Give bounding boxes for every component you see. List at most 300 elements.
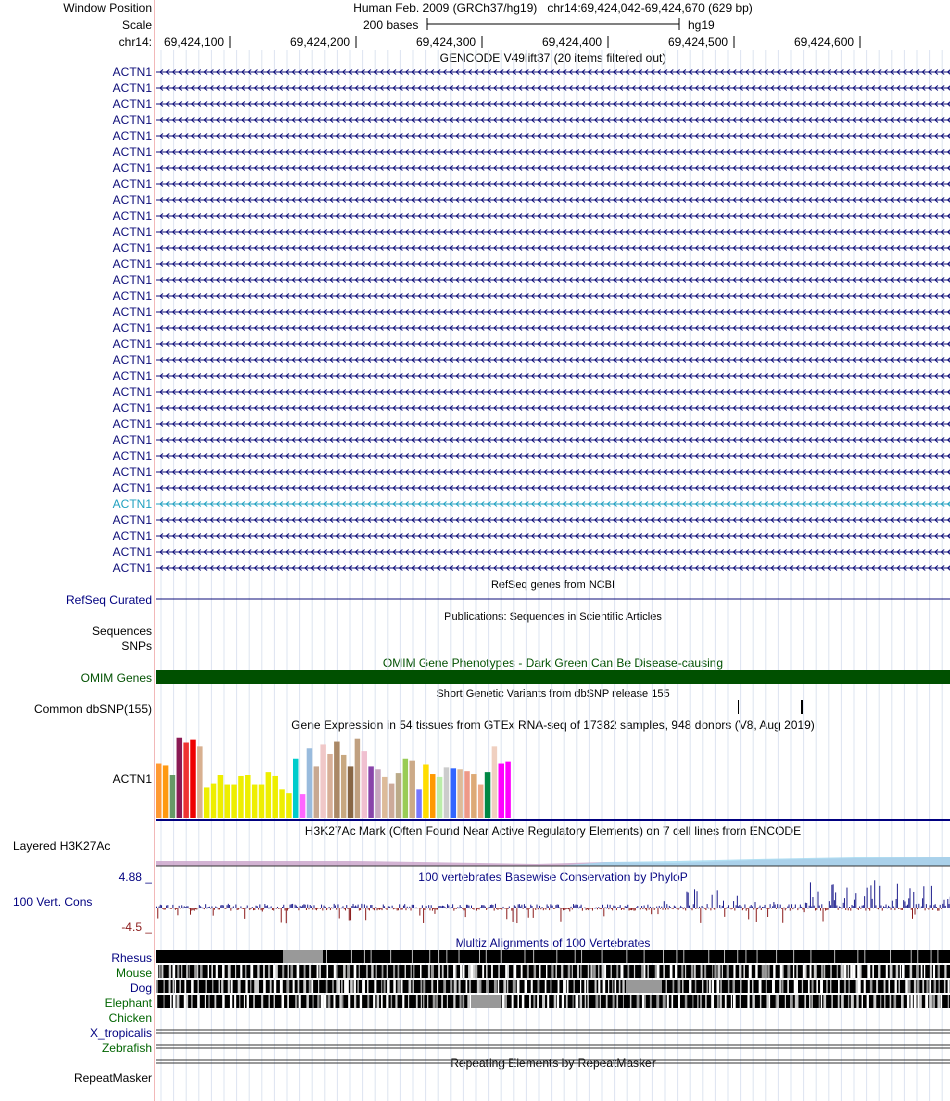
phylop-score-bar bbox=[800, 905, 801, 908]
multiz-block bbox=[851, 995, 854, 1008]
multiz-block bbox=[175, 980, 176, 993]
multiz-block bbox=[616, 965, 618, 978]
dbsnp-track-label[interactable]: Common dbSNP(155) bbox=[33, 702, 152, 716]
omim-gene-bar bbox=[156, 670, 950, 684]
multiz-block bbox=[598, 965, 599, 978]
phylop-score-bar bbox=[326, 908, 327, 910]
multiz-alignment-blocks bbox=[156, 950, 950, 1063]
gencode-gene-label[interactable]: ACTN1 bbox=[112, 465, 152, 479]
phylop-min-label: -4.5 _ bbox=[121, 920, 152, 934]
multiz-block bbox=[810, 950, 811, 963]
multiz-block bbox=[760, 995, 761, 1008]
phylop-score-bar bbox=[431, 905, 432, 908]
gtex-tissue-bar bbox=[190, 740, 196, 818]
gtex-tissue-bar bbox=[314, 766, 320, 818]
phylop-score-bar bbox=[917, 908, 918, 909]
multiz-block bbox=[724, 950, 725, 963]
gencode-gene-label[interactable]: ACTN1 bbox=[112, 417, 152, 431]
phylop-score-bar bbox=[772, 906, 773, 908]
multiz-block bbox=[387, 965, 388, 978]
phylop-score-bar bbox=[616, 908, 617, 910]
phylop-score-bar bbox=[377, 908, 378, 910]
multiz-block bbox=[910, 995, 912, 1008]
multiz-block bbox=[208, 965, 209, 978]
phylop-score-bar bbox=[869, 908, 870, 911]
dbsnp-track-title[interactable]: Short Genetic Variants from dbSNP release 155 bbox=[436, 688, 670, 700]
phylop-score-bar bbox=[665, 908, 666, 910]
phylop-score-bar bbox=[355, 906, 356, 908]
phylop-score-bar bbox=[452, 904, 453, 908]
multiz-block bbox=[222, 995, 224, 1008]
phylop-score-bar bbox=[407, 907, 408, 908]
phylop-score-bar bbox=[471, 906, 472, 908]
phylop-score-bar bbox=[262, 908, 263, 912]
multiz-block bbox=[317, 965, 319, 978]
phylop-score-bar bbox=[437, 908, 438, 910]
multiz-block bbox=[177, 965, 179, 978]
multiz-block bbox=[747, 995, 749, 1008]
phylop-score-bar bbox=[159, 907, 160, 908]
phylop-score-bar bbox=[755, 902, 756, 908]
phylop-score-bar bbox=[462, 908, 463, 909]
phylop-score-bar bbox=[767, 908, 768, 917]
multiz-block bbox=[524, 950, 525, 963]
gencode-gene-label[interactable]: ACTN1 bbox=[112, 161, 152, 175]
multiz-track-title[interactable]: Multiz Alignments of 100 Vertebrates bbox=[455, 936, 651, 950]
multiz-block bbox=[293, 980, 295, 993]
gencode-gene-label[interactable]: ACTN1 bbox=[112, 81, 152, 95]
phylop-score-bar bbox=[846, 888, 847, 908]
multiz-block bbox=[872, 965, 874, 978]
multiz-block bbox=[708, 950, 709, 963]
gencode-gene-label[interactable]: ACTN1 bbox=[112, 481, 152, 495]
multiz-species-label[interactable]: Elephant bbox=[104, 996, 152, 1010]
gencode-transcript bbox=[156, 486, 950, 491]
phylop-score-bar bbox=[306, 908, 307, 910]
multiz-block bbox=[804, 995, 806, 1008]
gtex-track-title[interactable]: Gene Expression in 54 tissues from GTEx RNA-seq of 17382 samples, 948 donors (V8, Aug 2019) bbox=[291, 718, 815, 732]
omim-track-label[interactable]: OMIM Genes bbox=[80, 671, 152, 685]
gtex-tissue-bar bbox=[293, 759, 299, 818]
multiz-species-label[interactable]: Dog bbox=[129, 981, 152, 995]
phylop-score-bar bbox=[916, 904, 917, 908]
phylop-score-bar bbox=[382, 908, 383, 910]
phylop-score-bar bbox=[913, 892, 914, 908]
phylop-score-bar bbox=[720, 908, 721, 909]
phylop-score-bar bbox=[189, 908, 190, 909]
gtex-tissue-bar bbox=[197, 746, 203, 818]
h3k27ac-track-label[interactable]: Layered H3K27Ac bbox=[13, 839, 111, 853]
repeatmasker-track-label[interactable]: RepeatMasker bbox=[73, 1071, 152, 1085]
gencode-gene-label[interactable]: ACTN1 bbox=[112, 353, 152, 367]
phylop-score-bar bbox=[867, 888, 868, 908]
phylop-score-bar bbox=[316, 908, 317, 910]
phylop-score-bar bbox=[393, 908, 394, 909]
gtex-tissue-bar bbox=[430, 774, 436, 818]
multiz-block bbox=[748, 980, 750, 993]
multiz-block bbox=[280, 980, 283, 993]
phylop-score-bar bbox=[538, 908, 539, 909]
phylop-max-label: 4.88 _ bbox=[118, 870, 152, 884]
gencode-transcript bbox=[156, 550, 950, 555]
phylop-score-bar bbox=[732, 908, 733, 909]
multiz-block bbox=[910, 965, 913, 978]
multiz-block bbox=[787, 980, 789, 993]
gencode-transcript bbox=[156, 534, 950, 539]
phylop-track-title[interactable]: 100 vertebrates Basewise Conservation by PhyloP bbox=[418, 870, 688, 884]
ruler-tick-label: 69,424,200 bbox=[290, 35, 351, 49]
phylop-score-bar bbox=[902, 908, 903, 910]
phylop-score-bar bbox=[423, 908, 424, 923]
multiz-block bbox=[453, 965, 455, 978]
multiz-species-label[interactable]: X_tropicalis bbox=[89, 1026, 152, 1040]
multiz-block bbox=[358, 980, 359, 993]
multiz-block bbox=[373, 995, 375, 1008]
gencode-gene-label[interactable]: ACTN1 bbox=[112, 97, 152, 111]
phylop-score-bar bbox=[177, 908, 178, 915]
gencode-gene-label[interactable]: ACTN1 bbox=[112, 337, 152, 351]
gtex-tissue-bar bbox=[409, 761, 415, 818]
multiz-block bbox=[902, 965, 905, 978]
repeatmasker-track-title[interactable]: Repeating Elements by RepeatMasker bbox=[450, 1056, 656, 1070]
phylop-score-bar bbox=[549, 908, 550, 910]
gencode-gene-label[interactable]: ACTN1 bbox=[112, 545, 152, 559]
gencode-gene-label[interactable]: ACTN1 bbox=[112, 385, 152, 399]
phylop-score-bar bbox=[577, 905, 578, 908]
multiz-block bbox=[442, 965, 444, 978]
publications-snps-label[interactable]: SNPs bbox=[121, 639, 152, 653]
multiz-block bbox=[858, 980, 861, 993]
dbsnp-variants bbox=[738, 700, 803, 714]
phylop-score-bar bbox=[298, 908, 299, 910]
phylop-score-bar bbox=[804, 908, 805, 912]
phylop-score-bar bbox=[157, 908, 158, 919]
multiz-block bbox=[467, 995, 469, 1008]
phylop-score-bar bbox=[915, 908, 916, 915]
phylop-score-bar bbox=[821, 904, 822, 908]
multiz-block bbox=[802, 980, 803, 993]
multiz-block bbox=[612, 980, 613, 993]
phylop-score-bar bbox=[839, 907, 840, 908]
phylop-score-bar bbox=[602, 905, 603, 908]
multiz-block bbox=[572, 965, 573, 978]
phylop-score-bar bbox=[253, 908, 254, 910]
multiz-block bbox=[398, 965, 400, 978]
gencode-gene-label[interactable]: ACTN1 bbox=[112, 513, 152, 527]
multiz-block bbox=[644, 995, 646, 1008]
multiz-block bbox=[339, 980, 340, 993]
multiz-block bbox=[326, 980, 328, 993]
multiz-block bbox=[156, 980, 158, 993]
multiz-block bbox=[634, 965, 635, 978]
phylop-score-bar bbox=[598, 907, 599, 908]
phylop-score-bar bbox=[287, 908, 288, 910]
multiz-block bbox=[808, 980, 810, 993]
phylop-score-bar bbox=[578, 908, 579, 909]
gencode-gene-label[interactable]: ACTN1 bbox=[112, 257, 152, 271]
multiz-block bbox=[848, 980, 849, 993]
phylop-score-bar bbox=[349, 908, 350, 921]
multiz-block bbox=[925, 995, 928, 1008]
multiz-block bbox=[539, 965, 540, 978]
phylop-score-bar bbox=[756, 908, 757, 922]
gtex-tissue-bar bbox=[279, 789, 285, 818]
multiz-block bbox=[681, 965, 683, 978]
gencode-transcript bbox=[156, 310, 950, 315]
db-name: hg19 bbox=[688, 18, 715, 32]
multiz-block bbox=[884, 980, 886, 993]
gencode-gene-label[interactable]: ACTN1 bbox=[112, 449, 152, 463]
gtex-tissue-bar bbox=[396, 773, 402, 818]
gencode-gene-label[interactable]: ACTN1 bbox=[112, 289, 152, 303]
phylop-score-bar bbox=[291, 904, 292, 908]
phylop-score-bar bbox=[932, 908, 933, 910]
phylop-score-bar bbox=[790, 908, 791, 911]
phylop-score-bar bbox=[576, 905, 577, 908]
gtex-tissue-bar bbox=[389, 784, 395, 818]
multiz-block bbox=[427, 995, 428, 1008]
phylop-score-bar bbox=[324, 906, 325, 908]
refseq-track-label[interactable]: RefSeq Curated bbox=[65, 593, 152, 607]
multiz-block bbox=[156, 995, 157, 1008]
multiz-block bbox=[848, 965, 849, 978]
multiz-block bbox=[299, 995, 301, 1008]
multiz-block bbox=[622, 980, 624, 993]
phylop-score-bar bbox=[552, 906, 553, 908]
phylop-score-bar bbox=[206, 908, 207, 909]
multiz-block bbox=[844, 980, 846, 993]
phylop-score-bar bbox=[384, 906, 385, 908]
phylop-score-bar bbox=[834, 900, 835, 908]
phylop-score-bar bbox=[278, 908, 279, 909]
multiz-block bbox=[447, 965, 448, 978]
multiz-block bbox=[377, 995, 379, 1008]
multiz-block bbox=[222, 965, 225, 978]
phylop-score-bar bbox=[892, 901, 893, 908]
h3k27ac-track-title[interactable]: H3K27Ac Mark (Often Found Near Active Regulatory Elements) on 7 cell lines from ENCODE bbox=[304, 824, 802, 838]
multiz-block bbox=[460, 965, 462, 978]
multiz-block bbox=[346, 980, 349, 993]
phylop-score-bar bbox=[503, 907, 504, 908]
publications-track-title[interactable]: Publications: Sequences in Scientific Articles bbox=[444, 611, 662, 623]
multiz-block bbox=[867, 965, 870, 978]
phylop-score-bar bbox=[199, 905, 200, 908]
phylop-score-bar bbox=[398, 908, 399, 910]
phylop-score-bar bbox=[858, 908, 859, 910]
phylop-score-bar bbox=[181, 905, 182, 908]
phylop-score-bar bbox=[833, 884, 834, 908]
multiz-block bbox=[384, 980, 386, 993]
multiz-block bbox=[896, 965, 899, 978]
multiz-block bbox=[745, 950, 746, 963]
multiz-block bbox=[397, 980, 400, 993]
multiz-block bbox=[244, 995, 245, 1008]
phylop-score-bar bbox=[164, 908, 165, 910]
phylop-score-bar bbox=[361, 904, 362, 908]
phylop-score-bar bbox=[524, 904, 525, 908]
phylop-score-bar bbox=[949, 904, 950, 908]
multiz-species-label[interactable]: Chicken bbox=[108, 1011, 152, 1025]
multiz-block bbox=[443, 980, 446, 993]
phylop-score-bar bbox=[848, 908, 849, 910]
multiz-block bbox=[561, 965, 563, 978]
gencode-gene-label[interactable]: ACTN1 bbox=[112, 241, 152, 255]
gencode-gene-label[interactable]: ACTN1 bbox=[112, 225, 152, 239]
multiz-block bbox=[169, 965, 171, 978]
phylop-score-bar bbox=[657, 908, 658, 914]
multiz-block bbox=[522, 995, 524, 1008]
multiz-block bbox=[567, 980, 569, 993]
gencode-gene-label[interactable]: ACTN1 bbox=[112, 177, 152, 191]
gencode-gene-label[interactable]: ACTN1 bbox=[112, 561, 152, 575]
multiz-block bbox=[824, 965, 825, 978]
multiz-block bbox=[787, 965, 790, 978]
multiz-species-label[interactable]: Mouse bbox=[115, 966, 152, 980]
gencode-gene-label[interactable]: ACTN1 bbox=[112, 209, 152, 223]
multiz-block bbox=[423, 995, 425, 1008]
multiz-block bbox=[462, 995, 464, 1008]
multiz-block bbox=[350, 980, 353, 993]
gencode-transcript bbox=[156, 102, 950, 107]
multiz-block bbox=[766, 980, 767, 993]
phylop-score-bar bbox=[317, 908, 318, 909]
phylop-score-bar bbox=[791, 904, 792, 908]
multiz-block bbox=[821, 965, 824, 978]
phylop-score-bar bbox=[519, 904, 520, 908]
track-graphics-area[interactable] bbox=[156, 0, 950, 1101]
phylop-score-bar bbox=[572, 908, 573, 909]
phylop-score-bar bbox=[405, 908, 406, 910]
phylop-score-bar bbox=[607, 905, 608, 908]
gencode-gene-label[interactable]: ACTN1 bbox=[112, 433, 152, 447]
phylop-score-bar bbox=[285, 908, 286, 910]
multiz-block bbox=[460, 995, 462, 1008]
gencode-gene-label[interactable]: ACTN1 bbox=[112, 145, 152, 159]
multiz-block bbox=[603, 980, 606, 993]
multiz-species-label[interactable]: Rhesus bbox=[111, 951, 152, 965]
phylop-score-bar bbox=[642, 908, 643, 909]
multiz-block bbox=[287, 995, 289, 1008]
multiz-block bbox=[704, 965, 706, 978]
multiz-block bbox=[211, 965, 212, 978]
multiz-block bbox=[156, 950, 950, 963]
multiz-block bbox=[826, 980, 828, 993]
phylop-score-bar bbox=[938, 908, 939, 911]
gencode-gene-label[interactable]: ACTN1 bbox=[112, 65, 152, 79]
phylop-score-bar bbox=[463, 908, 464, 910]
multiz-block bbox=[387, 980, 390, 993]
multiz-block bbox=[371, 965, 373, 978]
phylop-score-bar bbox=[670, 907, 671, 908]
gencode-gene-label[interactable]: ACTN1 bbox=[112, 369, 152, 383]
phylop-score-bar bbox=[508, 908, 509, 909]
publications-sequences-label[interactable]: Sequences bbox=[91, 624, 152, 638]
refseq-track-title[interactable]: RefSeq genes from NCBI bbox=[490, 579, 616, 591]
phylop-score-bar bbox=[897, 884, 898, 908]
gencode-gene-label[interactable]: ACTN1 bbox=[112, 529, 152, 543]
phylop-score-bar bbox=[589, 908, 590, 909]
gencode-transcript bbox=[156, 470, 950, 475]
gencode-gene-label[interactable]: ACTN1 bbox=[112, 497, 152, 511]
omim-track-title[interactable]: OMIM Gene Phenotypes - Dark Green Can Be Disease-causing bbox=[382, 656, 724, 670]
multiz-block bbox=[163, 980, 164, 993]
gtex-tissue-bar bbox=[423, 764, 429, 818]
phylop-score-bar bbox=[644, 906, 645, 908]
multiz-block bbox=[169, 980, 171, 993]
multiz-block bbox=[191, 980, 194, 993]
gencode-gene-label[interactable]: ACTN1 bbox=[112, 273, 152, 287]
phylop-score-bar bbox=[811, 907, 812, 908]
phylop-score-bar bbox=[264, 904, 265, 908]
phylop-score-bar bbox=[256, 906, 257, 908]
multiz-block bbox=[714, 965, 716, 978]
phylop-score-bar bbox=[388, 906, 389, 908]
phylop-score-bar bbox=[896, 899, 897, 908]
multiz-block bbox=[820, 980, 823, 993]
gtex-tissue-bar bbox=[341, 755, 347, 818]
multiz-block bbox=[205, 995, 206, 1008]
multiz-block bbox=[899, 980, 900, 993]
multiz-block bbox=[917, 950, 918, 963]
multiz-block bbox=[428, 965, 430, 978]
gencode-gene-label[interactable]: ACTN1 bbox=[112, 129, 152, 143]
phylop-score-bar bbox=[156, 907, 157, 908]
phylop-score-bar bbox=[490, 905, 491, 908]
gencode-gene-label[interactable]: ACTN1 bbox=[112, 193, 152, 207]
phylop-score-bar bbox=[252, 907, 253, 908]
phylop-score-bar bbox=[555, 905, 556, 908]
phylop-score-bar bbox=[513, 908, 514, 922]
gencode-gene-label[interactable]: ACTN1 bbox=[112, 321, 152, 335]
multiz-block bbox=[263, 980, 266, 993]
phylop-score-bar bbox=[926, 904, 927, 908]
multiz-block bbox=[359, 965, 360, 978]
phylop-score-bar bbox=[889, 907, 890, 908]
multiz-block bbox=[776, 950, 777, 963]
multiz-block bbox=[663, 995, 666, 1008]
phylop-score-bar bbox=[930, 905, 931, 908]
multiz-block bbox=[274, 980, 276, 993]
phylop-score-bar bbox=[188, 906, 189, 908]
multiz-block bbox=[235, 965, 236, 978]
phylop-score-bar bbox=[305, 905, 306, 908]
multiz-block bbox=[459, 950, 460, 963]
phylop-score-bar bbox=[523, 908, 524, 909]
multiz-block bbox=[507, 965, 509, 978]
phylop-track-label[interactable]: 100 Vert. Cons bbox=[13, 895, 93, 909]
multiz-block bbox=[517, 995, 518, 1008]
phylop-score-bar bbox=[778, 908, 779, 909]
multiz-block bbox=[685, 995, 688, 1008]
multiz-block bbox=[712, 965, 713, 978]
phylop-score-bar bbox=[167, 905, 168, 908]
phylop-score-bar bbox=[516, 908, 517, 923]
gencode-gene-label[interactable]: ACTN1 bbox=[112, 401, 152, 415]
gencode-track-title[interactable]: GENCODE V49lift37 (20 items filtered out) bbox=[439, 51, 667, 65]
gencode-gene-label[interactable]: ACTN1 bbox=[112, 113, 152, 127]
phylop-score-bar bbox=[557, 904, 558, 908]
phylop-score-bar bbox=[466, 905, 467, 908]
gtex-track-label[interactable]: ACTN1 bbox=[112, 772, 152, 786]
multiz-block bbox=[512, 995, 514, 1008]
multiz-block bbox=[317, 995, 319, 1008]
phylop-score-bar bbox=[819, 906, 820, 908]
multiz-species-label[interactable]: Zebrafish bbox=[101, 1041, 152, 1055]
multiz-block bbox=[502, 995, 505, 1008]
gencode-gene-label[interactable]: ACTN1 bbox=[112, 305, 152, 319]
multiz-block bbox=[545, 980, 547, 993]
phylop-score-bar bbox=[697, 891, 698, 908]
